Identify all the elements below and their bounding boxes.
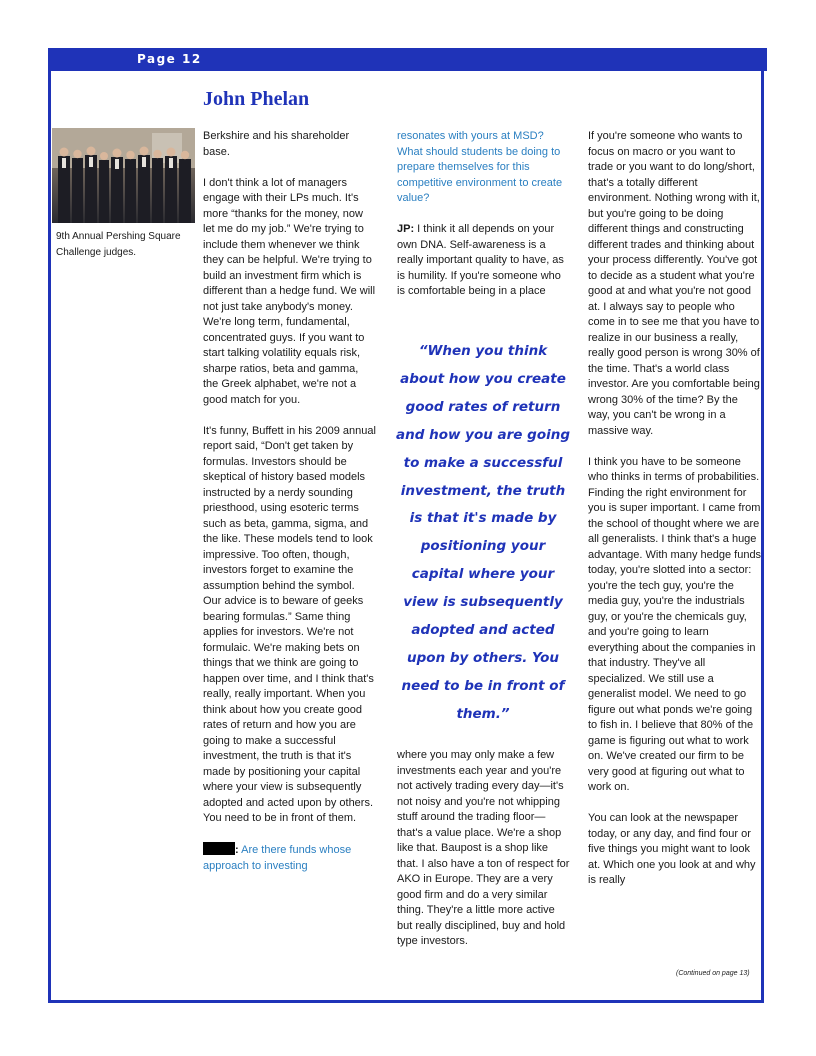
column-1 [203,129,376,890]
judges-photo-illustration [52,128,195,223]
judges-photo [52,128,195,223]
paragraph: If you're someone who wants to focus on macro or you want to trade or you want to do long/short, that's a totally different environment. Nothing wrong with it, but you're going to be doing different things and constructing different trades and thinking about your process differently. You've got to decide as a student what you're good at and what you're not good at. I always say to people who come in to see me that you have to realize in our business a really, really good person is wrong 30% of the time. That's a world class investor. Are you comfortable being wrong 30% of the time? By the way, you can't be wrong in a massive way. [588,130,760,437]
column-3 [588,129,762,904]
answer-paragraph [397,222,571,300]
paragraph: where you may only make a few investments each year and you're not actively trading every day—it's not noisy and you're not whipping stuff around the trading floor—that's a value place. We're a shop like that. Baupost is a shop like that. I also have a ton of respect for AKO in Europe. They are a very good firm and do a very similar thing. They're a little more active but really disciplined, buy and hold type investors. [397,749,570,947]
paragraph: I don't think a lot of managers engage with their LPs much. It's more “thanks for the money, now let me do my job.” We're trying to include them whenever we think they can be helpful. We're trying to build an investment firm which is different than a hedge fund. We will not just take anybody's money. We're long term, fundamental, concentrated guys. If you want to start talking volatility equals risk, sharpe ratios, beta and gamma, the Greek alphabet, we're not a good match for you. [203,176,376,406]
redacted-name [203,842,235,855]
column-2 [397,129,571,315]
article-title: John Phelan [203,88,310,110]
pull-quote: “When you think about how you create good rates of return and how you are going to make a successful investment, the truth is that it's made by positioning your capital where your view is subsequently adopted and acted upon by others. You need to be in front of them.” [396,343,570,722]
answer-label: JP: [397,223,415,235]
continued-note: (Continued on page 13) [676,970,750,977]
page-number: Page 12 [137,52,202,66]
paragraph: It's funny, Buffett in his 2009 annual report said, “Don't get taken by formulas. Investors should be skeptical of history based models instructed by a nerdy sounding priesthood, using esoteric terms such as beta, gamma, sigma, and the like. These models tend to look impressive. Too often, though, investors forget to examine the assumption behind the symbol. Our advice is to beware of geeks bearing formulas.” Same thing applies for investors. We're not formulaic. We're making bets on things that we think are going to happen over time, and I think that's really, really important. When you think about how you create good rates of return and how you are going to make a successful investment, the truth is that it's made by positioning your capital where your view is subsequently adopted and acted upon by others. You need to be in front of them. [203,424,376,824]
paragraph: You can look at the newspaper today, or any day, and find four or five things you might want to look at. Which one you look at and why is really [588,812,756,886]
question-text: Are there funds whose approach to investing [203,844,352,872]
answer-text: I think it all depends on your own DNA. Self-awareness is a really important quality to have, as is humility. If you're someone who is comfortable being in a place [397,223,564,297]
paragraph: Berkshire and his shareholder base. [203,130,350,158]
column-2-continued [397,748,571,965]
question-text: resonates with yours at MSD? What should students be doing to prepare themselves for this competitive environment to create value? [397,130,563,204]
photo-caption: 9th Annual Pershing Square Challenge judges. [56,231,181,258]
question-colon: : [235,844,239,856]
question-line [203,842,376,874]
paragraph: I think you have to be someone who thinks in terms of probabilities. Finding the right environment for you is super important. I came from the school of thought where we are all generalists. I think that's a huge advantage. With many hedge funds today, you're slotted into a sector: you're the tech guy, you're the media guy, you're the industrials guy, or you're the chemicals guy, and you're going to learn everything about the companies in that industry. They've all specialized. We still use a generalist model. We need to go figure out what ponds we're going to fish in. I believe that 80% of the game is figuring out what to work on. We've created our firm to be very good at figuring out what to work on. [588,455,762,793]
